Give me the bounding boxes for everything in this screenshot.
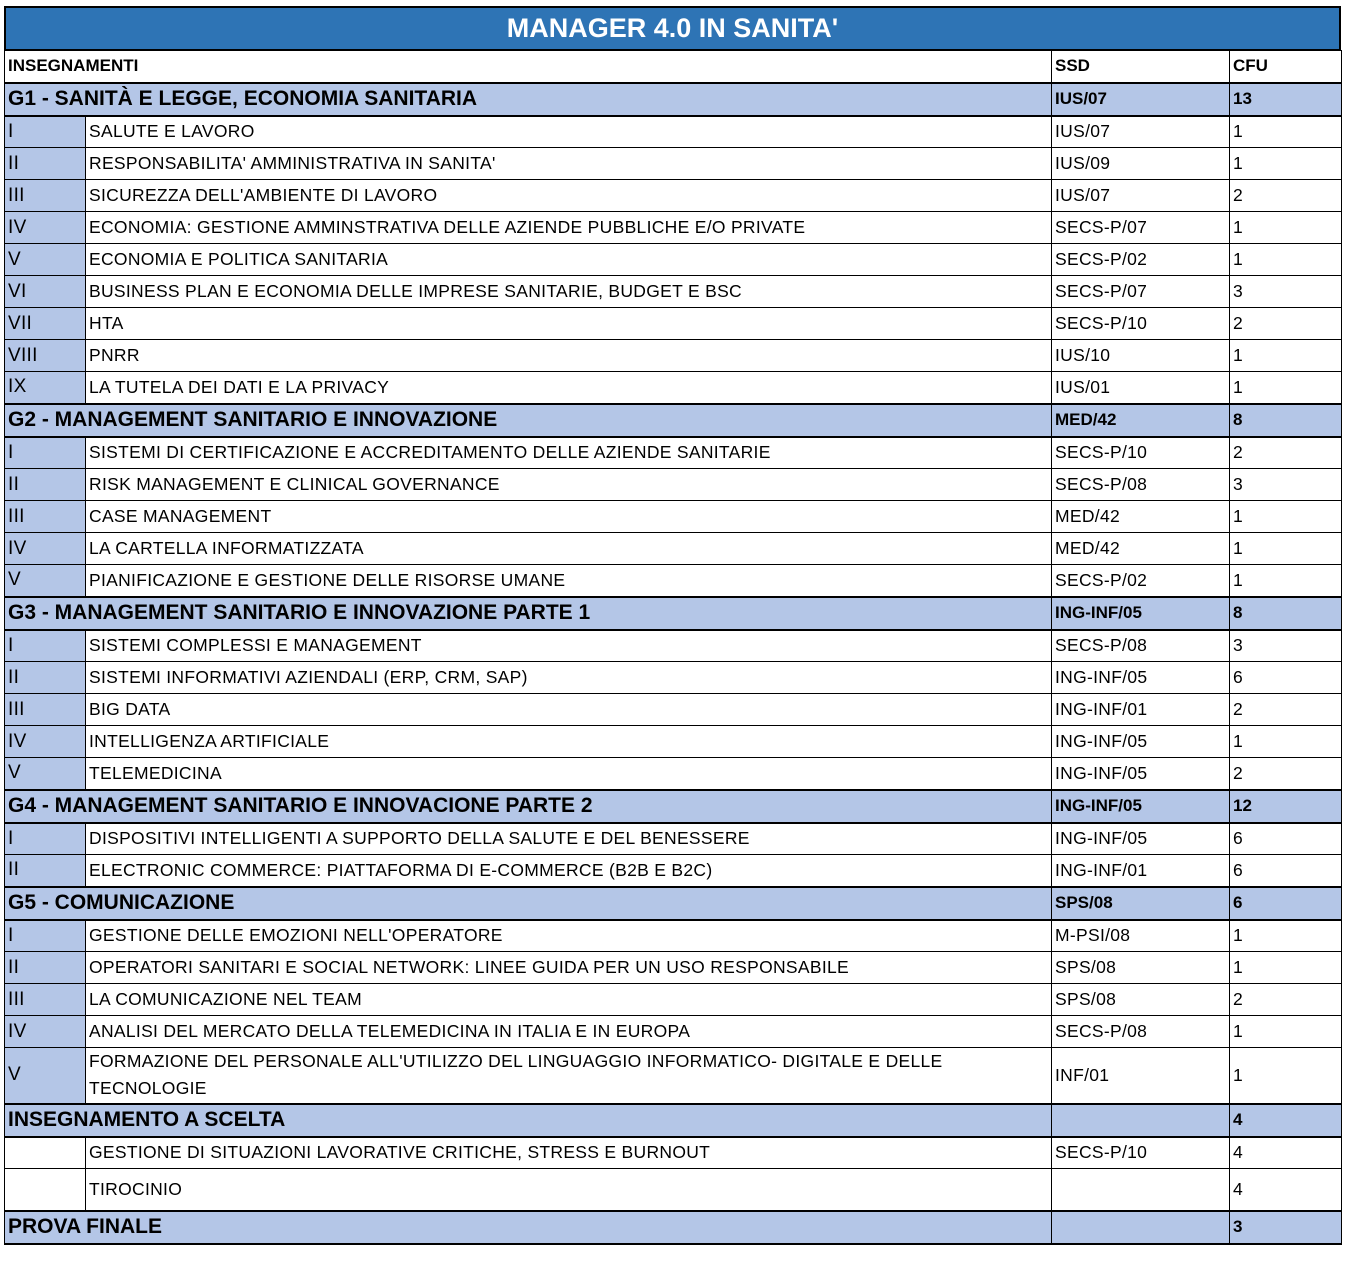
course-ssd: IUS/09 xyxy=(1052,148,1230,180)
group-row xyxy=(5,1211,1342,1244)
course-number: III xyxy=(5,501,86,533)
group-ssd xyxy=(1052,1211,1230,1244)
course-cfu: 1 xyxy=(1230,501,1342,533)
table-row xyxy=(5,244,1342,276)
course-number: VII xyxy=(5,308,86,340)
course-cfu: 6 xyxy=(1230,662,1342,694)
course-cfu: 1 xyxy=(1230,244,1342,276)
course-cfu: 6 xyxy=(1230,855,1342,887)
group-cfu: 8 xyxy=(1230,597,1342,630)
course-cfu: 1 xyxy=(1230,372,1342,404)
course-ssd: SECS-P/08 xyxy=(1052,1016,1230,1048)
course-name: SISTEMI COMPLESSI E MANAGEMENT xyxy=(86,630,1052,662)
course-cfu: 1 xyxy=(1230,952,1342,984)
group-row xyxy=(5,1104,1342,1137)
table-row xyxy=(5,212,1342,244)
course-cfu: 1 xyxy=(1230,116,1342,148)
course-name: CASE MANAGEMENT xyxy=(86,501,1052,533)
course-cfu: 1 xyxy=(1230,148,1342,180)
course-ssd: MED/42 xyxy=(1052,533,1230,565)
course-cfu: 1 xyxy=(1230,212,1342,244)
course-cfu: 2 xyxy=(1230,758,1342,790)
course-number: I xyxy=(5,116,86,148)
header-row xyxy=(5,51,1342,83)
course-number: III xyxy=(5,984,86,1016)
table-row xyxy=(5,920,1342,952)
course-name: TELEMEDICINA xyxy=(86,758,1052,790)
course-name: PIANIFICAZIONE E GESTIONE DELLE RISORSE UMANE xyxy=(86,565,1052,597)
header-ssd: SSD xyxy=(1052,51,1230,83)
course-cfu: 2 xyxy=(1230,437,1342,469)
course-name: GESTIONE DELLE EMOZIONI NELL'OPERATORE xyxy=(86,920,1052,952)
course-number: III xyxy=(5,180,86,212)
course-cfu: 1 xyxy=(1230,533,1342,565)
course-number: V xyxy=(5,244,86,276)
table-body xyxy=(5,51,1342,1244)
course-number: V xyxy=(5,565,86,597)
course-name: ECONOMIA: GESTIONE AMMINSTRATIVA DELLE AZIENDE PUBBLICHE E/O PRIVATE xyxy=(86,212,1052,244)
group-cfu: 13 xyxy=(1230,83,1342,116)
course-ssd: SPS/08 xyxy=(1052,952,1230,984)
table-row xyxy=(5,148,1342,180)
course-ssd: ING-INF/01 xyxy=(1052,855,1230,887)
course-ssd: SECS-P/10 xyxy=(1052,437,1230,469)
course-cfu: 3 xyxy=(1230,276,1342,308)
course-ssd: MED/42 xyxy=(1052,501,1230,533)
table-row xyxy=(5,823,1342,855)
course-cfu: 2 xyxy=(1230,308,1342,340)
table-row xyxy=(5,1048,1342,1104)
course-ssd: IUS/01 xyxy=(1052,372,1230,404)
table-row xyxy=(5,726,1342,758)
group-row xyxy=(5,597,1342,630)
curriculum-table xyxy=(4,50,1342,1245)
curriculum-sheet xyxy=(4,6,1341,1245)
course-ssd: ING-INF/01 xyxy=(1052,694,1230,726)
course-number: IV xyxy=(5,726,86,758)
course-name: FORMAZIONE DEL PERSONALE ALL'UTILIZZO DEL LINGUAGGIO INFORMATICO- DIGITALE E DELLE TECNOLOGIE xyxy=(86,1048,1052,1104)
course-number: IV xyxy=(5,1016,86,1048)
course-cfu: 1 xyxy=(1230,1016,1342,1048)
course-ssd: SECS-P/02 xyxy=(1052,565,1230,597)
course-ssd: ING-INF/05 xyxy=(1052,758,1230,790)
course-number: I xyxy=(5,920,86,952)
group-name: G2 - MANAGEMENT SANITARIO E INNOVAZIONE xyxy=(5,404,1052,437)
course-ssd: SECS-P/07 xyxy=(1052,276,1230,308)
course-number: II xyxy=(5,662,86,694)
table-row xyxy=(5,565,1342,597)
course-number: V xyxy=(5,758,86,790)
group-name: G1 - SANITÀ E LEGGE, ECONOMIA SANITARIA xyxy=(5,83,1052,116)
course-name: TIROCINIO xyxy=(86,1169,1052,1211)
course-cfu: 4 xyxy=(1230,1137,1342,1169)
group-cfu: 3 xyxy=(1230,1211,1342,1244)
group-cfu: 4 xyxy=(1230,1104,1342,1137)
course-name: SISTEMI DI CERTIFICAZIONE E ACCREDITAMENTO DELLE AZIENDE SANITARIE xyxy=(86,437,1052,469)
course-number: IV xyxy=(5,212,86,244)
course-name: SALUTE E LAVORO xyxy=(86,116,1052,148)
course-number: I xyxy=(5,823,86,855)
table-row xyxy=(5,1169,1342,1211)
table-row xyxy=(5,308,1342,340)
course-number: II xyxy=(5,469,86,501)
header-insegnamenti: INSEGNAMENTI xyxy=(5,51,1052,83)
course-name: GESTIONE DI SITUAZIONI LAVORATIVE CRITICHE, STRESS E BURNOUT xyxy=(86,1137,1052,1169)
group-name: PROVA FINALE xyxy=(5,1211,1052,1244)
table-row xyxy=(5,469,1342,501)
table-row xyxy=(5,1016,1342,1048)
table-row xyxy=(5,276,1342,308)
course-cfu: 1 xyxy=(1230,920,1342,952)
group-cfu: 12 xyxy=(1230,790,1342,823)
table-row xyxy=(5,437,1342,469)
course-ssd: IUS/07 xyxy=(1052,180,1230,212)
course-name: DISPOSITIVI INTELLIGENTI A SUPPORTO DELLA SALUTE E DEL BENESSERE xyxy=(86,823,1052,855)
group-ssd: SPS/08 xyxy=(1052,887,1230,920)
course-name: ECONOMIA E POLITICA SANITARIA xyxy=(86,244,1052,276)
course-name: LA COMUNICAZIONE NEL TEAM xyxy=(86,984,1052,1016)
course-name: SISTEMI INFORMATIVI AZIENDALI (ERP, CRM, SAP) xyxy=(86,662,1052,694)
course-number: II xyxy=(5,952,86,984)
course-cfu: 3 xyxy=(1230,630,1342,662)
table-row xyxy=(5,630,1342,662)
course-cfu: 2 xyxy=(1230,180,1342,212)
course-cfu: 1 xyxy=(1230,726,1342,758)
course-name: SICUREZZA DELL'AMBIENTE DI LAVORO xyxy=(86,180,1052,212)
course-number: IX xyxy=(5,372,86,404)
course-name: PNRR xyxy=(86,340,1052,372)
table-row xyxy=(5,694,1342,726)
course-cfu: 1 xyxy=(1230,1048,1342,1104)
course-cfu: 3 xyxy=(1230,469,1342,501)
group-row xyxy=(5,887,1342,920)
course-number: IV xyxy=(5,533,86,565)
course-ssd: IUS/07 xyxy=(1052,116,1230,148)
course-name: ANALISI DEL MERCATO DELLA TELEMEDICINA IN ITALIA E IN EUROPA xyxy=(86,1016,1052,1048)
table-row xyxy=(5,116,1342,148)
course-ssd xyxy=(1052,1169,1230,1211)
group-ssd: IUS/07 xyxy=(1052,83,1230,116)
group-row xyxy=(5,790,1342,823)
course-cfu: 1 xyxy=(1230,340,1342,372)
header-cfu: CFU xyxy=(1230,51,1342,83)
course-cfu: 6 xyxy=(1230,823,1342,855)
group-name: G5 - COMUNICAZIONE xyxy=(5,887,1052,920)
table-row xyxy=(5,533,1342,565)
course-name: ELECTRONIC COMMERCE: PIATTAFORMA DI E-COMMERCE (B2B E B2C) xyxy=(86,855,1052,887)
course-number: III xyxy=(5,694,86,726)
course-cfu: 2 xyxy=(1230,694,1342,726)
course-number xyxy=(5,1169,86,1211)
course-cfu: 2 xyxy=(1230,984,1342,1016)
course-ssd: SPS/08 xyxy=(1052,984,1230,1016)
group-name: G4 - MANAGEMENT SANITARIO E INNOVACIONE PARTE 2 xyxy=(5,790,1052,823)
course-ssd: SECS-P/02 xyxy=(1052,244,1230,276)
course-ssd: SECS-P/08 xyxy=(1052,630,1230,662)
course-number: V xyxy=(5,1048,86,1104)
course-number: VIII xyxy=(5,340,86,372)
course-number: VI xyxy=(5,276,86,308)
group-ssd: ING-INF/05 xyxy=(1052,790,1230,823)
course-number: II xyxy=(5,148,86,180)
course-ssd: ING-INF/05 xyxy=(1052,823,1230,855)
course-name: BUSINESS PLAN E ECONOMIA DELLE IMPRESE SANITARIE, BUDGET E BSC xyxy=(86,276,1052,308)
group-name: INSEGNAMENTO A SCELTA xyxy=(5,1104,1052,1137)
course-cfu: 1 xyxy=(1230,565,1342,597)
course-ssd: INF/01 xyxy=(1052,1048,1230,1104)
course-name: LA TUTELA DEI DATI E LA PRIVACY xyxy=(86,372,1052,404)
course-number: II xyxy=(5,855,86,887)
table-row xyxy=(5,855,1342,887)
group-row xyxy=(5,83,1342,116)
table-row xyxy=(5,952,1342,984)
course-ssd: SECS-P/10 xyxy=(1052,308,1230,340)
course-number xyxy=(5,1137,86,1169)
table-row xyxy=(5,662,1342,694)
group-row xyxy=(5,404,1342,437)
course-number: I xyxy=(5,437,86,469)
course-ssd: M-PSI/08 xyxy=(1052,920,1230,952)
course-name: INTELLIGENZA ARTIFICIALE xyxy=(86,726,1052,758)
table-row xyxy=(5,501,1342,533)
table-row xyxy=(5,984,1342,1016)
table-row xyxy=(5,340,1342,372)
course-ssd: SECS-P/08 xyxy=(1052,469,1230,501)
page-title: MANAGER 4.0 IN SANITA' xyxy=(4,6,1341,50)
course-name: RISK MANAGEMENT E CLINICAL GOVERNANCE xyxy=(86,469,1052,501)
table-row xyxy=(5,372,1342,404)
course-ssd: ING-INF/05 xyxy=(1052,726,1230,758)
table-row xyxy=(5,180,1342,212)
course-ssd: SECS-P/07 xyxy=(1052,212,1230,244)
course-cfu: 4 xyxy=(1230,1169,1342,1211)
course-name: LA CARTELLA INFORMATIZZATA xyxy=(86,533,1052,565)
course-ssd: IUS/10 xyxy=(1052,340,1230,372)
group-ssd xyxy=(1052,1104,1230,1137)
group-name: G3 - MANAGEMENT SANITARIO E INNOVAZIONE PARTE 1 xyxy=(5,597,1052,630)
group-ssd: MED/42 xyxy=(1052,404,1230,437)
group-cfu: 6 xyxy=(1230,887,1342,920)
group-ssd: ING-INF/05 xyxy=(1052,597,1230,630)
course-name: RESPONSABILITA' AMMINISTRATIVA IN SANITA' xyxy=(86,148,1052,180)
table-row xyxy=(5,758,1342,790)
course-number: I xyxy=(5,630,86,662)
course-name: HTA xyxy=(86,308,1052,340)
course-name: OPERATORI SANITARI E SOCIAL NETWORK: LINEE GUIDA PER UN USO RESPONSABILE xyxy=(86,952,1052,984)
course-name: BIG DATA xyxy=(86,694,1052,726)
table-row xyxy=(5,1137,1342,1169)
course-ssd: ING-INF/05 xyxy=(1052,662,1230,694)
course-ssd: SECS-P/10 xyxy=(1052,1137,1230,1169)
group-cfu: 8 xyxy=(1230,404,1342,437)
